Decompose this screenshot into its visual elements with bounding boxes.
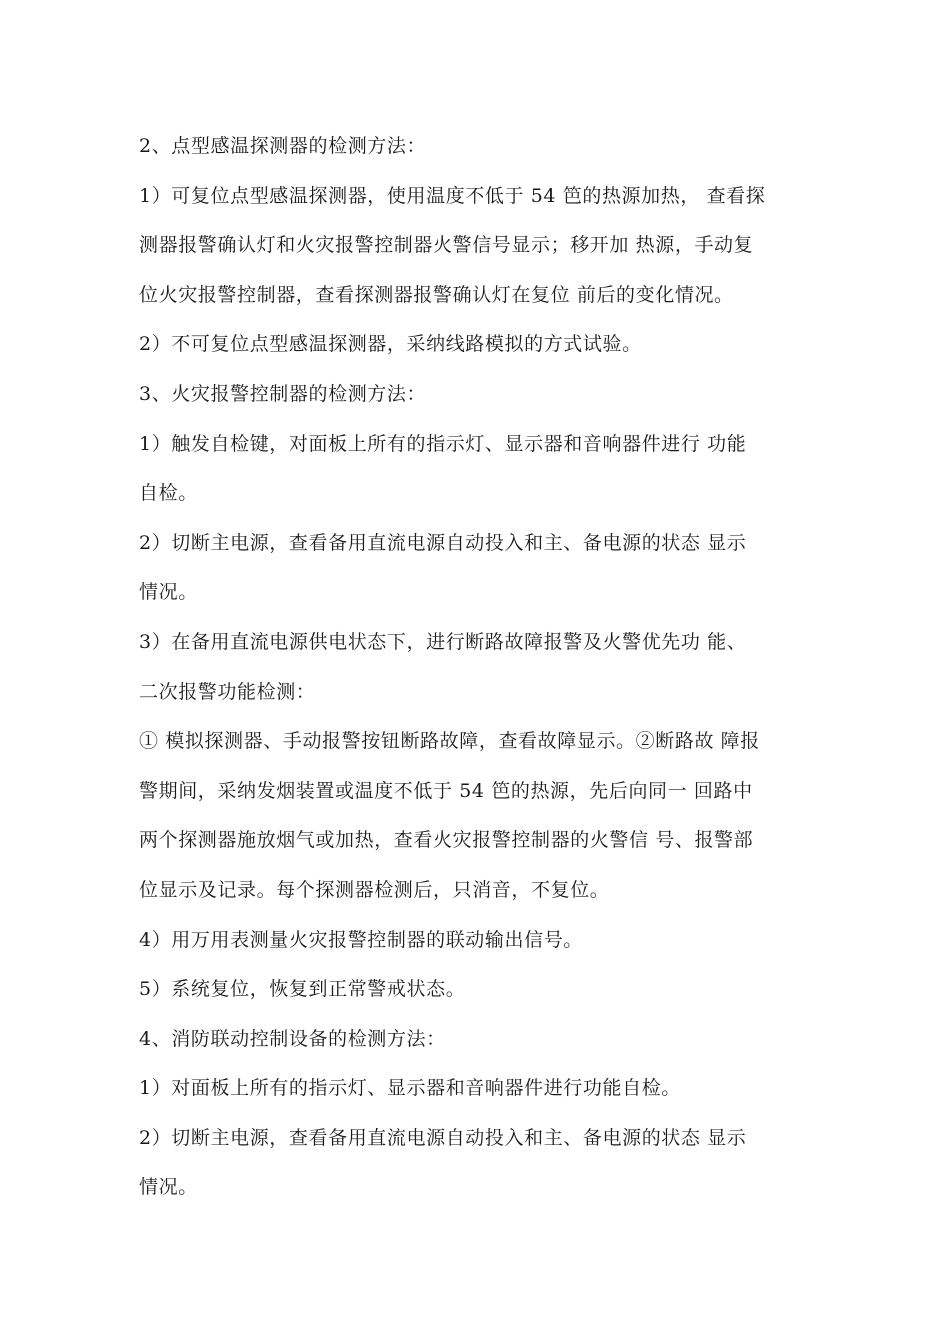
text-line-12: 二次报警功能检测： — [139, 680, 316, 703]
text-line-16: 位显示及记录。每个探测器检测后，只消音，不复位。 — [139, 878, 610, 901]
text-line-21: 2）切断主电源，查看备用直流电源自动投入和主、备电源的状态 显示 — [139, 1126, 747, 1149]
text-line-15: 两个探测器施放烟气或加热，查看火灾报警控制器的火警信 号、报警部 — [139, 829, 754, 852]
text-line-2: 1）可复位点型感温探测器，使用温度不低于 54 笆的热源加热， 查看探 — [139, 184, 766, 207]
text-line-10: 情况。 — [139, 581, 198, 604]
document-body — [139, 122, 819, 1213]
text-line-17: 4）用万用表测量火灾报警控制器的联动输出信号。 — [139, 928, 583, 951]
text-line-19: 4、消防联动控制设备的检测方法： — [139, 1027, 446, 1050]
text-line-5: 2）不可复位点型感温探测器，采纳线路模拟的方式试验。 — [139, 333, 642, 356]
text-line-22: 情况。 — [139, 1176, 198, 1199]
text-line-13: ① 模拟探测器、手动报警按钮断路故障，查看故障显示。②断路故 障报 — [139, 730, 760, 753]
text-line-14: 警期间，采纳发烟装置或温度不低于 54 笆的热源，先后向同一 回路中 — [139, 779, 753, 802]
text-line-11: 3）在备用直流电源供电状态下，进行断路故障报警及火警优先功 能、 — [139, 630, 747, 653]
text-line-1: 2、点型感温探测器的检测方法： — [139, 135, 427, 157]
text-line-4: 位火灾报警控制器，查看探测器报警确认灯在复位 前后的变化情况。 — [139, 283, 734, 306]
text-line-9: 2）切断主电源，查看备用直流电源自动投入和主、备电源的状态 显示 — [139, 531, 747, 554]
text-line-7: 1）触发自检键，对面板上所有的指示灯、显示器和音响器件进行 功能 — [139, 432, 747, 455]
text-line-8: 自检。 — [139, 482, 198, 505]
text-line-20: 1）对面板上所有的指示灯、显示器和音响器件进行功能自检。 — [139, 1077, 681, 1100]
text-line-18: 5）系统复位，恢复到正常警戒状态。 — [139, 978, 466, 1001]
text-line-6: 3、火灾报警控制器的检测方法： — [139, 382, 427, 405]
text-line-3: 测器报警确认灯和火灾报警控制器火警信号显示；移开加 热源，手动复 — [139, 234, 754, 257]
